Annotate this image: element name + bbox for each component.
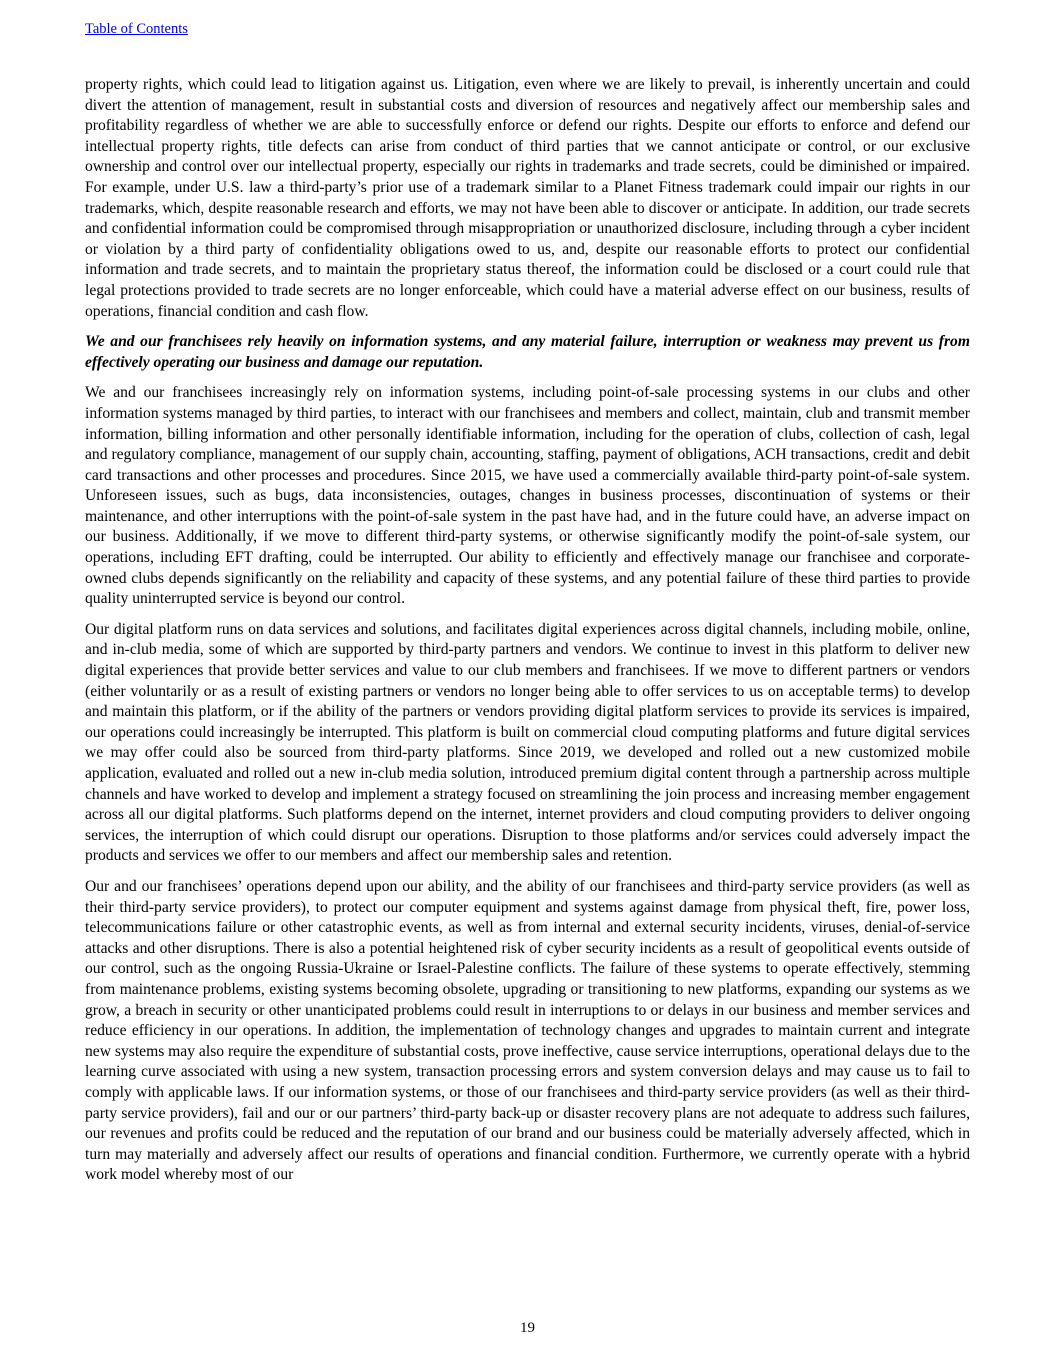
page-number: 19 — [520, 1320, 535, 1336]
paragraph-information-systems: We and our franchisees increasingly rely on information systems, including point-of-sale processing systems in our clubs and other information systems managed by third parties, to interact with our franchisees and members and collect, maintain, club and transmit member information, billing information and other personally identifiable information, including for the operation of clubs, collection of cash, legal and regulatory compliance, management of our supply chain, accounting, staffing, payment of obligations, ACH transactions, credit and debit card transactions and other processes and procedures. Since 2015, we have used a commercially available third-party point-of-sale system. Unforeseen issues, such as bugs, data inconsistencies, outages, changes in business processes, discontinuation of systems or their maintenance, and other interruptions with the point-of-sale system in the past have had, and in the future could have, an adverse impact on our business. Additionally, if we move to different third-party systems, or otherwise significantly modify the point-of-sale system, our operations, including EFT drafting, could be interrupted. Our ability to efficiently and effectively manage our franchisee and corporate-owned clubs depends significantly on the reliability and capacity of these systems, and any potential failure of these third parties to provide quality uninterrupted service is beyond our control. — [85, 384, 970, 608]
paragraph-operations-security: Our and our franchisees’ operations depend upon our ability, and the ability of our franchisees and third-party service providers (as well as their third-party service providers), to protect our computer equipment and systems against damage from physical theft, fire, power loss, telecommunications failure or other catastrophic events, as well as from internal and external security incidents, viruses, denial-of-service attacks and other disruptions. There is also a potential heightened risk of cyber security incidents as a result of geopolitical events outside of our control, such as the ongoing Russia-Ukraine or Israel-Palestine conflicts. The failure of these systems to operate effectively, stemming from maintenance problems, existing systems becoming obsolete, upgrading or transitioning to new platforms, expanding our systems as we grow, a breach in security or other unanticipated problems could result in interruptions to or delays in our business and member services and reduce efficiency in our operations. In addition, the implementation of technology changes and upgrades to maintain current and integrate new systems may also require the expenditure of substantial costs, prove ineffective, cause service interruptions, operational delays due to the learning curve associated with using a new system, transaction processing errors and system conversion delays and may cause us to fail to comply with applicable laws. If our information systems, or those of our franchisees and third-party service providers (as well as their third-party service providers), fail and our or our partners’ third-party back-up or disaster recovery plans are not adequate to address such failures, our revenues and profits could be reduced and the reputation of our brand and our business could be materially adversely affected, which in turn may materially and adversely affect our results of operations and financial condition. Furthermore, we currently operate with a hybrid work model whereby most of our — [85, 877, 970, 1184]
document-body — [85, 75, 970, 1186]
paragraph-digital-platform: Our digital platform runs on data services and solutions, and facilitates digital experiences across digital channels, including mobile, online, and in-club media, some of which are supported by third-party partners and vendors. We continue to invest in this platform to deliver new digital experiences that provide better services and value to our club members and franchisees. If we move to different partners or vendors (either voluntarily or as a result of existing partners or vendors no longer being able to offer services to us on acceptable terms) to develop and maintain this platform, or if the ability of the partners or vendors providing digital platform services to provide its services is impaired, our operations could increasingly be interrupted. This platform is built on commercial cloud computing platforms and future digital services we may offer could also be sourced from third-party platforms. Since 2019, we developed and rolled out a new customized mobile application, evaluated and rolled out a new in-club media solution, introduced premium digital content through a partnership across multiple channels and have worked to develop and implement a strategy focused on streamlining the join process and increasing member engagement across all our digital platforms. Such platforms depend on the internet, internet providers and cloud computing providers to deliver ongoing services, the interruption of which could disrupt our operations. Disruption to those platforms and/or services could adversely impact the products and services we offer to our members and affect our membership sales and retention. — [85, 620, 970, 865]
paragraph-litigation-ip-rights: property rights, which could lead to litigation against us. Litigation, even where we are likely to prevail, is inherently uncertain and could divert the attention of management, result in substantial costs and diversion of resources and negatively affect our membership sales and profitability regardless of whether we are able to successfully enforce or defend our rights. Despite our efforts to enforce and defend our intellectual property rights, title defects can arise from conduct of third parties that we cannot anticipate or control, or our exclusive ownership and control over our intellectual property, especially our rights in trademarks and trade secrets, could be diminished or impaired. For example, under U.S. law a third-party’s prior use of a trademark similar to a Planet Fitness trademark could impair our rights in our trademarks, which, despite reasonable research and efforts, we may not have been able to discover or anticipate. In addition, our trade secrets and confidential information could be compromised through misappropriation or unauthorized disclosure, including through a cyber incident or violation by a third party of confidentiality obligations owed to us, and, despite our reasonable efforts to protect our confidential information and trade secrets, and to maintain the proprietary status thereof, the information could be disclosed or a court could rule that legal protections provided to trade secrets are no longer enforceable, which could have a material adverse effect on our business, results of operations, financial condition and cash flow. — [85, 76, 970, 320]
risk-factor-heading-information-systems: We and our franchisees rely heavily on information systems, and any material failure, interruption or weakness may prevent us from effectively operating our business and damage our reputation. — [85, 333, 970, 371]
table-of-contents-link[interactable]: Table of Contents — [85, 21, 188, 37]
